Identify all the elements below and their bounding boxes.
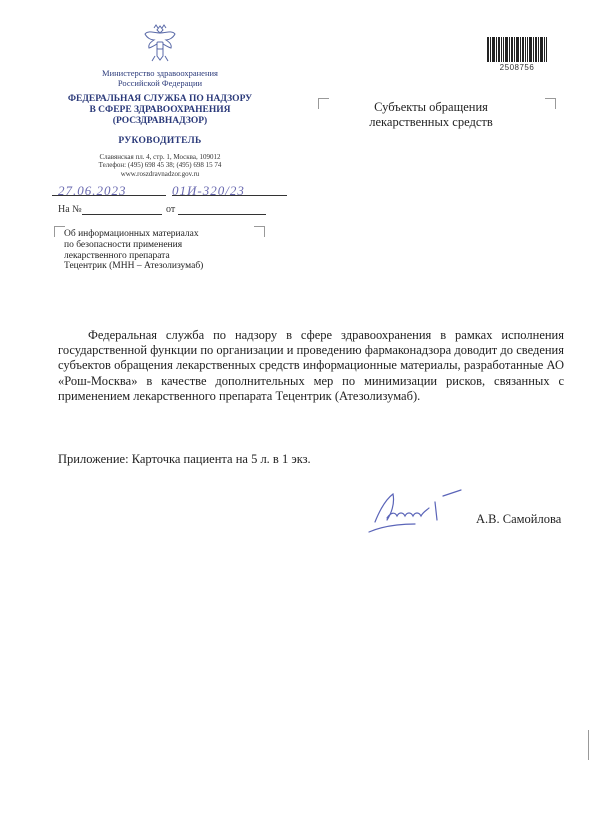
scan-edge-mark [588, 730, 589, 760]
agency-line-2: В СФЕРЕ ЗДРАВООХРАНЕНИЯ [89, 105, 231, 115]
addressee-bracket-left [318, 98, 329, 109]
website: www.roszdravnadzor.gov.ru [120, 169, 200, 178]
agency-line-1: ФЕДЕРАЛЬНАЯ СЛУЖБА ПО НАДЗОРУ [67, 94, 253, 104]
registration-date: 27.06.2023 [58, 183, 127, 198]
ministry-line-1: Министерство здравоохранения [102, 68, 218, 78]
addressee [336, 100, 526, 130]
agency-line-3: (РОСЗДРАВНАДЗОР) [112, 116, 208, 126]
registration-number: 01И-320/23 [172, 183, 245, 198]
subject-bracket-right [254, 226, 265, 237]
contact-block [40, 153, 280, 178]
date-underline [52, 195, 166, 196]
addressee-line-2: лекарственных средств [369, 115, 493, 129]
barcode-icon [487, 37, 547, 62]
agency-name [40, 94, 280, 127]
reference-number-line [82, 214, 162, 215]
signer-name: А.В. Самойлова [476, 512, 562, 526]
letter-subject [64, 229, 254, 272]
letter-body: Федеральная служба по надзору в сфере здравоохранения в рамках исполнения государственной функции по организации и проведению фармаконадзора доводит до сведения субъектов обращения лекарственных средств информационные материалы, разработанные АО «Рош-Москва» в качестве дополнительных мер по минимизации рисков, связанных с применением лекарственного препарата Тецентрик (Атезолизумаб). [58, 328, 564, 403]
subject-line-2: по безопасности применения [64, 239, 183, 250]
attachment-note: Приложение: Карточка пациента на 5 л. в 1 экз. [58, 452, 311, 466]
handwritten-signature-icon [365, 482, 475, 542]
addressee-line-1: Субъекты обращения [374, 100, 488, 114]
head-title: РУКОВОДИТЕЛЬ [118, 136, 202, 146]
subject-line-1: Об информационных материалах [64, 229, 199, 239]
ministry-name [40, 69, 280, 88]
reference-date-label: от [166, 204, 176, 215]
reference-date-line [178, 214, 266, 215]
subject-line-3: лекарственного препарата [64, 250, 170, 261]
address: Славянская пл. 4, стр. 1, Москва, 109012 [99, 153, 221, 161]
addressee-bracket-right [545, 98, 556, 109]
phone: Телефон: (495) 698 45 38; (495) 698 15 74 [98, 161, 222, 170]
reference-number-label: На № [58, 204, 82, 215]
number-underline [172, 195, 287, 196]
coat-of-arms-emblem-icon [142, 22, 178, 64]
barcode-number: 2508756 [499, 63, 535, 72]
subject-line-4: Тецентрик (МНН – Атезолизумаб) [64, 261, 204, 272]
ministry-line-2: Российской Федерации [117, 77, 203, 88]
